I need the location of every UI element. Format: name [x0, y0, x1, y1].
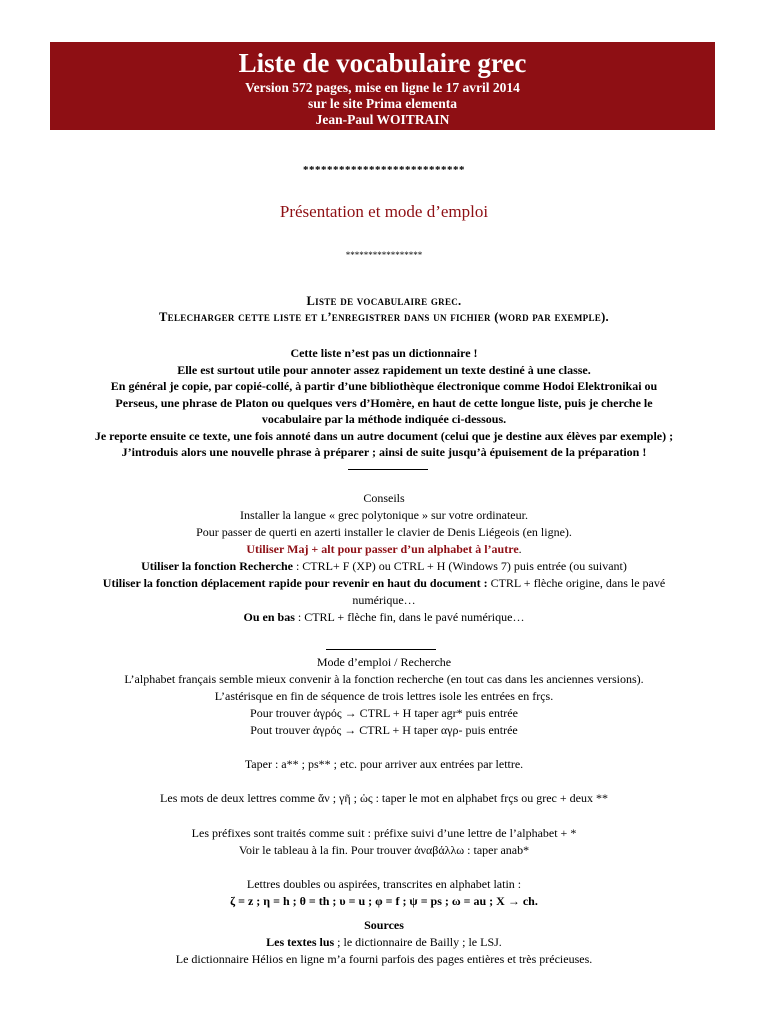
- mode-line: L’alphabet français semble mieux convenir à la fonction recherche (en tout cas dans les anciennes versions).: [124, 672, 644, 686]
- intro-paragraph: [0, 345, 768, 461]
- intro-line: Je reporte ensuite ce texte, une fois annoté dans un autre document (celui que je destine aux élèves par exemple) ;: [94, 428, 674, 443]
- author-line: Jean-Paul WOITRAIN: [315, 112, 450, 127]
- conseils-line: Utiliser la fonction Recherche : CTRL+ F (XP) ou CTRL + H (Windows 7) puis entrée (ou suivant): [141, 559, 627, 573]
- shortcut-highlight: Utiliser Maj + alt pour passer d’un alphabet à l’autre: [246, 542, 519, 556]
- separator-stars: ***************************: [303, 164, 465, 176]
- section-title-presentation: Présentation et mode d’emploi: [279, 202, 489, 221]
- conseils-line: Pour passer de querti en azerti installer le clavier de Denis Liégeois (en ligne).: [196, 525, 572, 539]
- sources-line: Les textes lus ; le dictionnaire de Bailly ; le LSJ.: [266, 935, 502, 949]
- conseils-line: Utiliser Maj + alt pour passer d’un alphabet à l’autre.: [246, 542, 522, 556]
- intro-line: vocabulaire par la méthode indiquée ci-dessous.: [261, 412, 507, 426]
- caps-line-2: Telecharger cette liste et l’enregistrer dans un fichier (word par exemple).: [159, 310, 609, 324]
- sources-section: [0, 917, 768, 968]
- conseils-line: Installer la langue « grec polytonique » sur votre ordinateur.: [240, 508, 528, 522]
- divider-rule: [326, 649, 436, 650]
- conseils-line: numérique…: [352, 593, 416, 607]
- document-title: Liste de vocabulaire grec: [238, 48, 527, 78]
- mode-line: ζ = z ; η = h ; θ = th ; υ = u ; φ = f ; ψ = ps ; ω = au ; Χ → ch.: [230, 894, 538, 908]
- sources-line: Le dictionnaire Hélios en ligne m’a fourni parfois des pages entières et très précieuses.: [175, 952, 593, 966]
- mode-line: Les mots de deux lettres comme ἄν ; γῆ ; ὡς : taper le mot en alphabet frçs ou grec + deux **: [160, 791, 608, 805]
- mode-line: Taper : a** ; ps** ; etc. pour arriver aux entrées par lettre.: [244, 757, 524, 771]
- conseils-line: Ou en bas : CTRL + flèche fin, dans le pavé numérique…: [243, 610, 525, 624]
- divider-rule: [348, 469, 428, 470]
- title-banner: [50, 42, 715, 130]
- caps-line-1: Liste de vocabulaire grec.: [306, 294, 462, 308]
- mode-section: [0, 654, 768, 910]
- mode-line: Pour trouver ἀγρός → CTRL + H taper agr* puis entrée: [250, 706, 518, 720]
- mode-title: Mode d’emploi / Recherche: [316, 655, 452, 669]
- mode-line: Lettres doubles ou aspirées, transcrites en alphabet latin :: [246, 877, 522, 891]
- intro-line: En général je copie, par copié-collé, à partir d’une bibliothèque électronique comme Hodoi Elektronikai ou: [110, 379, 658, 393]
- mode-line: L’astérisque en fin de séquence de trois lettres isole les entrées en frçs.: [214, 689, 554, 703]
- intro-line: Elle est surtout utile pour annoter assez rapidement un texte destiné à une classe.: [177, 362, 591, 377]
- site-line: sur le site Prima elementa: [308, 96, 457, 111]
- conseils-section: [0, 490, 768, 626]
- version-line: Version 572 pages, mise en ligne le 17 avril 2014: [245, 80, 520, 95]
- mode-line: Les préfixes sont traités comme suit : préfixe suivi d’une lettre de l’alphabet + *: [191, 826, 577, 840]
- sources-title: Sources: [364, 918, 404, 932]
- mode-line: Pout trouver ἀγρός → CTRL + H taper αγρ- puis entrée: [250, 723, 518, 737]
- separator-stars-small: *****************: [345, 250, 423, 260]
- caps-heading: [0, 293, 768, 325]
- conseils-line: Utiliser la fonction déplacement rapide pour revenir en haut du document : CTRL + flèche origine, dans le pavé: [102, 576, 666, 590]
- intro-line: Cette liste n’est pas un dictionnaire !: [290, 346, 478, 360]
- mode-line: Voir le tableau à la fin. Pour trouver ἀναβάλλω : taper anab*: [238, 843, 530, 857]
- intro-line: J’introduis alors une nouvelle phrase à préparer ; ainsi de suite jusqu’à épuisement de la préparation !: [121, 445, 647, 459]
- intro-line: Perseus, une phrase de Platon ou quelques vers d’Homère, en haut de cette longue liste, puis je cherche le: [115, 395, 653, 410]
- conseils-title: Conseils: [363, 491, 405, 505]
